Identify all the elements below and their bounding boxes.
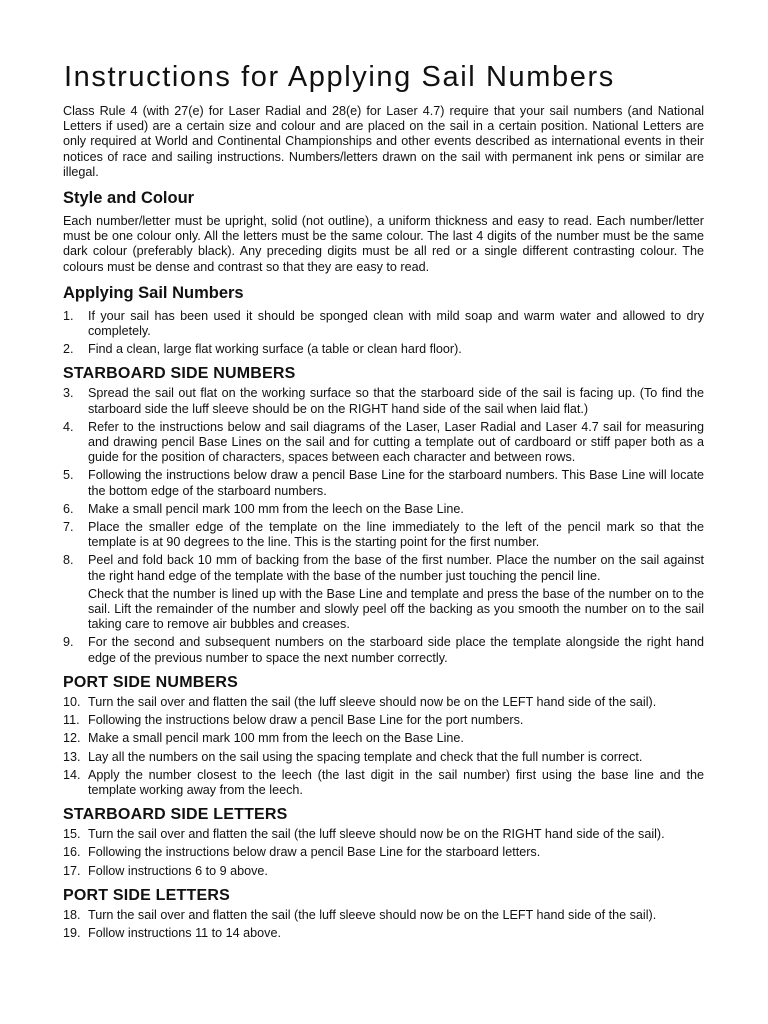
list-item: [63, 420, 704, 466]
intro-paragraph: Class Rule 4 (with 27(e) for Laser Radial and 28(e) for Laser 4.7) require that your sail numbers (and National Letters if used) are a certain size and colour and are placed on the sail in a certain position. National Letters are only required at World and Continental Championships and other events described as international events in their notices of race and sailing instructions. Numbers/letters drawn on the sail with permanent ink pens or similar are illegal.: [63, 104, 704, 179]
list-item: [63, 553, 704, 583]
starboard-letters-heading: STARBOARD SIDE LETTERS: [63, 806, 288, 824]
item-text: Turn the sail over and flatten the sail (the luff sleeve should now be on the RIGHT hand side of the sail).: [88, 827, 665, 842]
item-number: 1.: [63, 308, 74, 323]
page-title: Instructions for Applying Sail Numbers: [64, 61, 615, 93]
item-number: 14.: [63, 767, 81, 782]
port-letters-heading: PORT SIDE LETTERS: [63, 886, 230, 904]
list-item: [63, 520, 704, 550]
item-number: 6.: [63, 501, 74, 516]
item-text: Apply the number closest to the leech (the last digit in the sail number) first using the base line and the template working away from the leech.: [88, 767, 704, 797]
item-number: 15.: [63, 827, 81, 842]
item-number: 7.: [63, 520, 74, 535]
item-number: 16.: [63, 845, 81, 860]
item-text: Place the smaller edge of the template on the line immediately to the left of the pencil mark so that the template is at 90 degrees to the line. This is the starting point for the first number.: [88, 520, 704, 550]
item-number: 9.: [63, 635, 74, 650]
item-text: For the second and subsequent numbers on the starboard side place the template alongside the right hand edge of the previous number to space the next number correctly.: [88, 635, 704, 665]
starboard-letters-list: [63, 827, 704, 879]
item-text: Lay all the numbers on the sail using the spacing template and check that the full number is correct.: [88, 749, 643, 764]
port-numbers-list: [63, 695, 704, 798]
list-item: [63, 926, 704, 941]
starboard-numbers-heading: STARBOARD SIDE NUMBERS: [63, 365, 296, 383]
list-item: [63, 695, 704, 710]
list-item: [63, 827, 704, 842]
item-number: 12.: [63, 731, 81, 746]
item-number: 3.: [63, 386, 74, 401]
item-text: Turn the sail over and flatten the sail (the luff sleeve should now be on the LEFT hand side of the sail).: [88, 694, 657, 709]
item-number: 5.: [63, 468, 74, 483]
port-numbers-heading: PORT SIDE NUMBERS: [63, 673, 238, 691]
item-text: Turn the sail over and flatten the sail (the luff sleeve should now be on the LEFT hand side of the sail).: [88, 907, 657, 922]
item-text: If your sail has been used it should be sponged clean with mild soap and warm water and allowed to dry completely.: [88, 308, 704, 339]
list-item: [63, 908, 704, 923]
applying-list: [63, 309, 704, 358]
item-continuation-text: Check that the number is lined up with the Base Line and template and press the base of the number on to the sail. Lift the remainder of the number and slowly peel off the backing as you smooth the number on to the sail taking care to remove air bubbles and creases.: [88, 586, 704, 632]
list-item: [63, 342, 704, 357]
style-colour-heading: Style and Colour: [63, 189, 195, 208]
item-text: Peel and fold back 10 mm of backing from the base of the first number. Place the number on the sail against the right hand edge of the template with the base of the number just touching the pencil line.: [88, 553, 704, 583]
item-number: 4.: [63, 419, 74, 434]
port-letters-list: [63, 908, 704, 941]
item-text: Make a small pencil mark 100 mm from the leech on the Base Line.: [88, 501, 464, 516]
item-number: 18.: [63, 907, 81, 922]
starboard-numbers-list: [63, 386, 704, 665]
list-item: [63, 468, 704, 498]
item-number: 13.: [63, 749, 81, 764]
item-text: Follow instructions 6 to 9 above.: [88, 863, 268, 878]
list-item: [63, 386, 704, 416]
list-item: [63, 635, 704, 665]
list-item: [63, 713, 704, 728]
item-number: 2.: [63, 342, 74, 357]
list-item: [63, 768, 704, 798]
item-number: 11.: [63, 713, 80, 728]
item-text: Find a clean, large flat working surface (a table or clean hard floor).: [88, 342, 462, 357]
list-item: [63, 309, 704, 339]
list-item: [63, 731, 704, 746]
applying-heading: Applying Sail Numbers: [63, 283, 244, 302]
list-item: [63, 845, 704, 860]
list-item: [63, 502, 704, 517]
item-number: 10.: [63, 694, 81, 709]
list-item: [63, 750, 704, 765]
item-number: 19.: [63, 925, 81, 940]
item-text: Follow instructions 11 to 14 above.: [88, 925, 281, 940]
item-text: Make a small pencil mark 100 mm from the leech on the Base Line.: [88, 731, 464, 746]
item-text: Spread the sail out flat on the working surface so that the starboard side of the sail is facing up. (To find the starboard side the luff sleeve should be on the RIGHT hand side of the sail when laid flat.): [88, 386, 704, 416]
style-colour-paragraph: Each number/letter must be upright, solid (not outline), a uniform thickness and easy to read. Each number/letter must be one colour only. All the letters must be the same colour. The last 4 digits of the number must be the same dark colour (preferably black). Any preceding digits must be all red or a single different contrasting colour. The colours must be dense and contrast so that they are easy to read.: [63, 214, 704, 274]
item-text: Following the instructions below draw a pencil Base Line for the starboard numbers. This Base Line will locate the bottom edge of the starboard numbers.: [88, 468, 704, 498]
list-item: [63, 864, 704, 879]
item-text: Following the instructions below draw a pencil Base Line for the port numbers.: [88, 713, 524, 728]
item-text: Following the instructions below draw a pencil Base Line for the starboard letters.: [88, 845, 541, 860]
item-text: Refer to the instructions below and sail diagrams of the Laser, Laser Radial and Laser 4.7 sail for measuring and drawing pencil Base Lines on the sail and for cutting a template out of cardboard or stiff paper both as a guide for the position of characters, spaces between each character and between rows.: [88, 419, 704, 465]
item-number: 17.: [63, 863, 81, 878]
item-number: 8.: [63, 553, 74, 568]
